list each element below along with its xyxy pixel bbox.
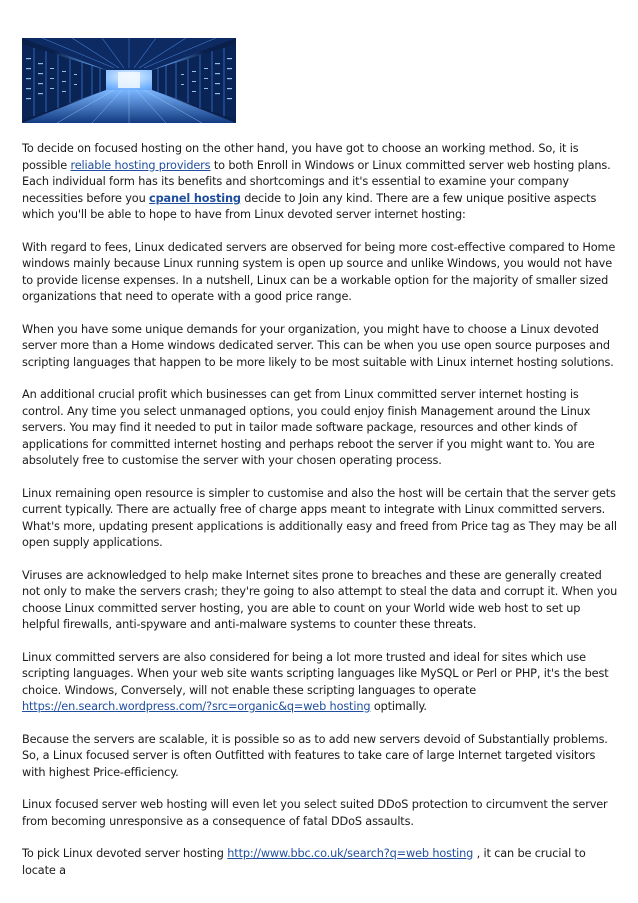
paragraph-4: An additional crucial profit which businesses can get from Linux committed server internet hosting is control. Any time you select unmanaged options, you could enjoy finish Management around the Linux servers. You may find it needed to put in tailor made software package, resources and other kinds of applications for committed internet hosting and perhaps reboot the server if you might want to. You are absolutely free to customise the server with your chosen operating process.: [22, 388, 595, 467]
paragraph-text: decide to Join any kind. There are a few unique positive aspects which you'll be able to hope to have from Linux devoted server internet hosting:: [22, 191, 597, 221]
paragraph-text: Linux committed servers are also considered for being a lot more trusted and ideal for sites which use scripting languages. When your web site wants scripting languages like MySQL or Perl or PHP, it's the best choice. Windows, Conversely, will not enable these scripting languages to operate: [22, 650, 609, 697]
wordpress-search-link[interactable]: https://en.search.wordpress.com/?src=organic&q=web hosting: [22, 700, 371, 713]
paragraph-text: To decide on focused hosting on the other hand, you have got to choose an working method. So, it is possible: [22, 142, 579, 172]
server-room-image: [22, 38, 236, 123]
paragraph-1: [22, 141, 618, 224]
server-room-illustration: [22, 38, 236, 123]
paragraph-2: With regard to fees, Linux dedicated servers are observed for being more cost-effective compared to Home windows mainly because Linux running system is open up source and unlike Windows, you would not have to provide license expenses. In a nutshell, Linux can be a workable option for the majority of smaller sized organizations that need to operate with a good price range.: [22, 240, 616, 303]
paragraph-text: optimally.: [370, 700, 427, 713]
paragraph-text: To pick Linux devoted server hosting: [22, 847, 228, 860]
article-body: [22, 141, 618, 895]
bbc-search-link[interactable]: http://www.bbc.co.uk/search?q=web hosting: [227, 847, 474, 860]
paragraph-10: [22, 846, 618, 879]
paragraph-9: Linux focused server web hosting will even let you select suited DDoS protection to circumvent the server from becoming unresponsive as a consequence of fatal DDoS assaults.: [22, 798, 608, 828]
reliable-hosting-providers-link[interactable]: reliable hosting providers: [70, 158, 211, 172]
paragraph-6: Viruses are acknowledged to help make Internet sites prone to breaches and these are generally created not only to make the servers crash; they're going to also attempt to steal the data and corrupt it. When you choose Linux committed server hosting, you are able to count on your World wide web host to set up helpful firewalls, anti-spyware and anti-malware systems to counter these threats.: [22, 568, 618, 631]
paragraph-8: Because the servers are scalable, it is possible so as to add new servers devoid of Substantially problems. So, a Linux focused server is often Outfitted with features to take care of large Internet targeted visitors with highest Price-efficiency.: [22, 732, 608, 779]
cpanel-hosting-link[interactable]: cpanel hosting: [149, 191, 241, 205]
paragraph-3: When you have some unique demands for your organization, you might have to choose a Linux devoted server more than a Home windows dedicated server. This can be when you use open source purposes and scripting languages that happen to be more likely to be most suitable with Linux internet hosting solutions.: [22, 322, 614, 369]
paragraph-text: to both Enroll in Windows or Linux committed server web hosting plans. Each individual form has its benefits and shortcomings and it's essential to examine your company necessities before you: [22, 158, 611, 205]
paragraph-text: , it can be crucial to locate a: [22, 847, 586, 877]
paragraph-7: [22, 650, 618, 716]
paragraph-5: Linux remaining open resource is simpler to customise and also the host will be certain that the server gets current typically. There are actually free of charge apps meant to integrate with Linux committed servers. What's more, updating present applications is additionally easy and freed from Price tag as They may be all open supply applications.: [22, 486, 617, 549]
